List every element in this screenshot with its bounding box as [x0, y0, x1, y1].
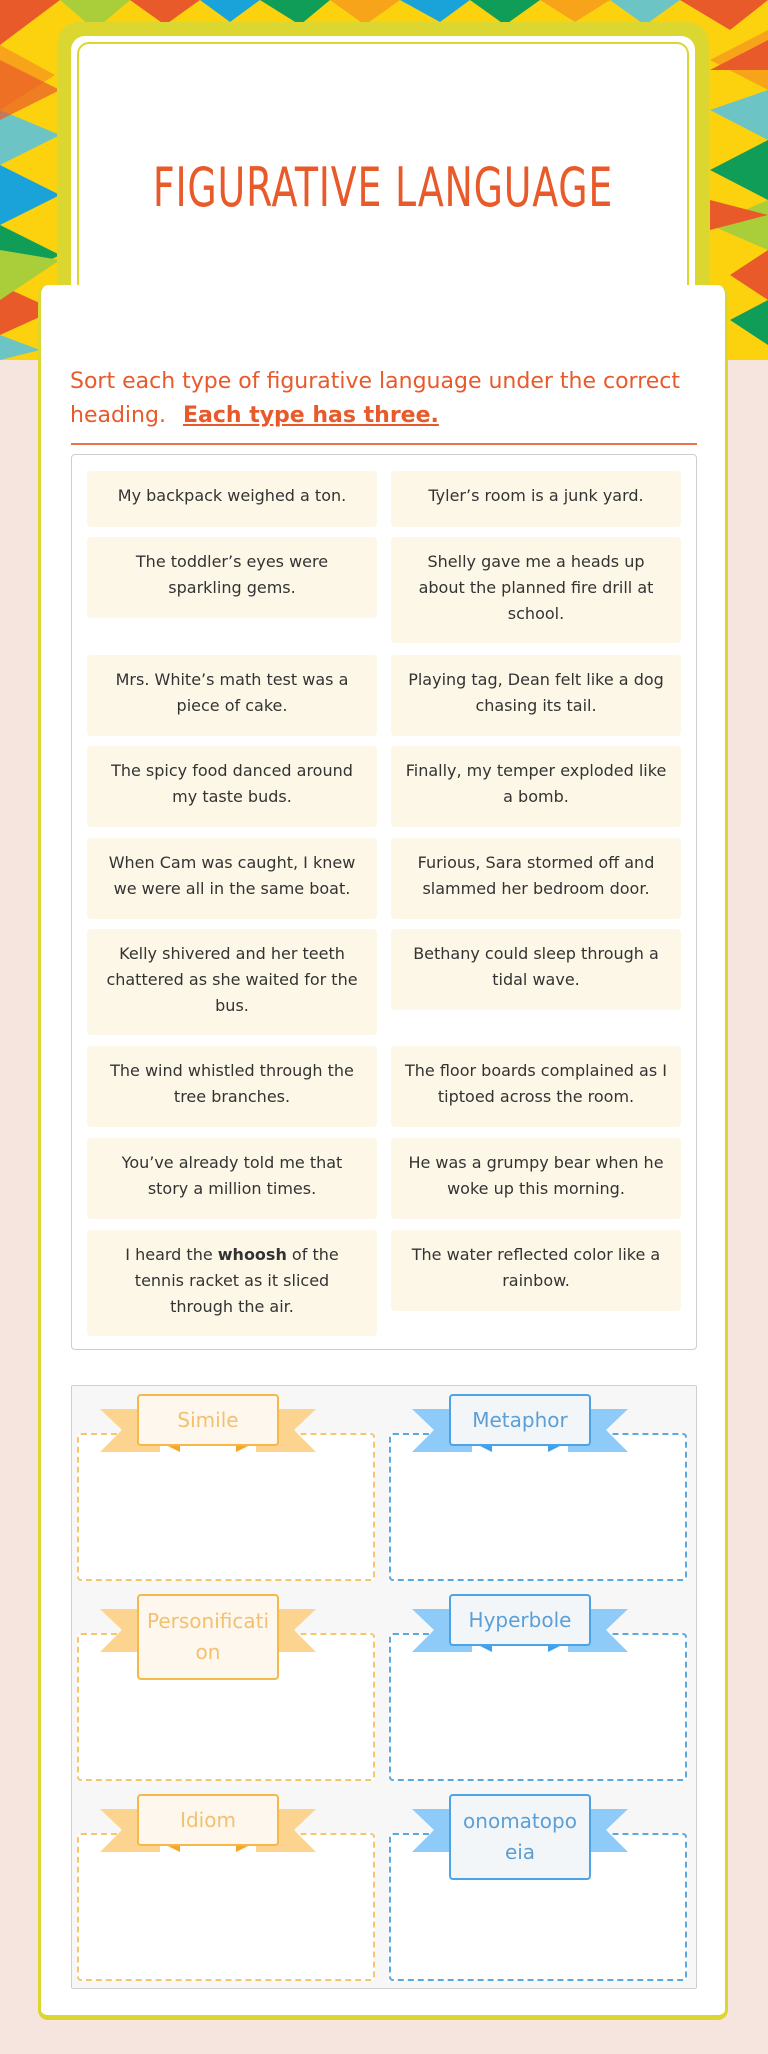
draggable-card[interactable]: [391, 1138, 681, 1219]
draggable-card[interactable]: [391, 838, 681, 919]
draggable-card[interactable]: [391, 1230, 681, 1311]
card-text: Shelly gave me a heads up about the planned fire drill at school.: [418, 552, 654, 623]
drop-zone-simile[interactable]: [77, 1433, 375, 1581]
category-label: Metaphor: [449, 1394, 591, 1446]
card-text: The floor boards complained as I tiptoed across the room.: [405, 1061, 667, 1106]
draggable-card[interactable]: [87, 746, 377, 827]
ribbon-icon: [412, 1394, 628, 1452]
instructions-emphasis: Each type has three.: [182, 403, 439, 428]
drop-zone-idiom[interactable]: [77, 1833, 375, 1981]
card-text: My backpack weighed a ton.: [117, 486, 347, 505]
category-label: Idiom: [137, 1794, 279, 1846]
drop-zone-hyperbole[interactable]: [389, 1633, 687, 1781]
card-text: Mrs. White’s math test was a piece of cake.: [115, 670, 349, 715]
title-card: [57, 22, 709, 312]
drop-zone-metaphor[interactable]: [389, 1433, 687, 1581]
draggable-card[interactable]: [391, 746, 681, 827]
draggable-card[interactable]: [87, 1230, 377, 1336]
card-text: The toddler’s eyes were sparkling gems.: [135, 552, 329, 597]
instructions-text: Sort each type of figurative language under the correct heading.: [70, 369, 681, 428]
category-label: Personification: [137, 1594, 279, 1680]
ribbon-icon: [100, 1794, 316, 1852]
category-drop-area: [71, 1385, 697, 1989]
draggable-card[interactable]: [391, 1046, 681, 1127]
category-personification: [72, 1586, 375, 1786]
ribbon-icon: [100, 1394, 316, 1452]
draggable-card[interactable]: [87, 537, 377, 618]
category-hyperbole: [384, 1586, 687, 1786]
title-card-inner: [71, 36, 695, 312]
draggable-card[interactable]: [87, 1046, 377, 1127]
card-text: of the tennis racket as it sliced through the air.: [134, 1245, 339, 1316]
category-label: Hyperbole: [449, 1594, 591, 1646]
category-label: Simile: [137, 1394, 279, 1446]
card-text: The wind whistled through the tree branches.: [110, 1061, 354, 1106]
section-divider: [71, 443, 697, 445]
card-text: Playing tag, Dean felt like a dog chasing its tail.: [408, 670, 664, 715]
card-text: The spicy food danced around my taste buds.: [111, 761, 353, 806]
instructions: [70, 365, 700, 433]
card-text: The water reflected color like a rainbow.: [411, 1245, 661, 1290]
card-text: When Cam was caught, I knew we were all in the same boat.: [108, 853, 356, 898]
draggable-card[interactable]: [87, 1138, 377, 1219]
card-text: Finally, my temper exploded like a bomb.: [405, 761, 667, 806]
category-onomatopoeia: [384, 1786, 687, 1986]
draggable-card[interactable]: [87, 838, 377, 919]
category-label: onomatopoeia: [449, 1794, 591, 1880]
card-text: Kelly shivered and her teeth chattered as she waited for the bus.: [106, 944, 358, 1015]
draggable-card[interactable]: [87, 655, 377, 736]
card-text-bold: whoosh: [217, 1245, 287, 1264]
draggable-card[interactable]: [391, 655, 681, 736]
draggable-card[interactable]: [391, 537, 681, 643]
ribbon-icon: [412, 1594, 628, 1652]
category-metaphor: [384, 1386, 687, 1586]
card-text: Tyler’s room is a junk yard.: [428, 486, 644, 505]
draggable-card[interactable]: [87, 471, 377, 527]
category-simile: [72, 1386, 375, 1586]
ribbon-icon: [100, 1594, 316, 1664]
card-text: He was a grumpy bear when he woke up this morning.: [408, 1153, 664, 1198]
page-title: FIGURATIVE LANGUAGE: [152, 156, 614, 219]
card-text: I heard the: [125, 1245, 218, 1264]
card-text: Furious, Sara stormed off and slammed her bedroom door.: [417, 853, 655, 898]
card-text: Bethany could sleep through a tidal wave.: [413, 944, 659, 989]
draggable-card[interactable]: [87, 929, 377, 1035]
draggable-card[interactable]: [391, 929, 681, 1010]
draggable-card[interactable]: [391, 471, 681, 527]
ribbon-icon: [412, 1794, 628, 1864]
card-pool: [71, 454, 697, 1350]
card-text: You’ve already told me that story a million times.: [121, 1153, 343, 1198]
category-idiom: [72, 1786, 375, 1986]
